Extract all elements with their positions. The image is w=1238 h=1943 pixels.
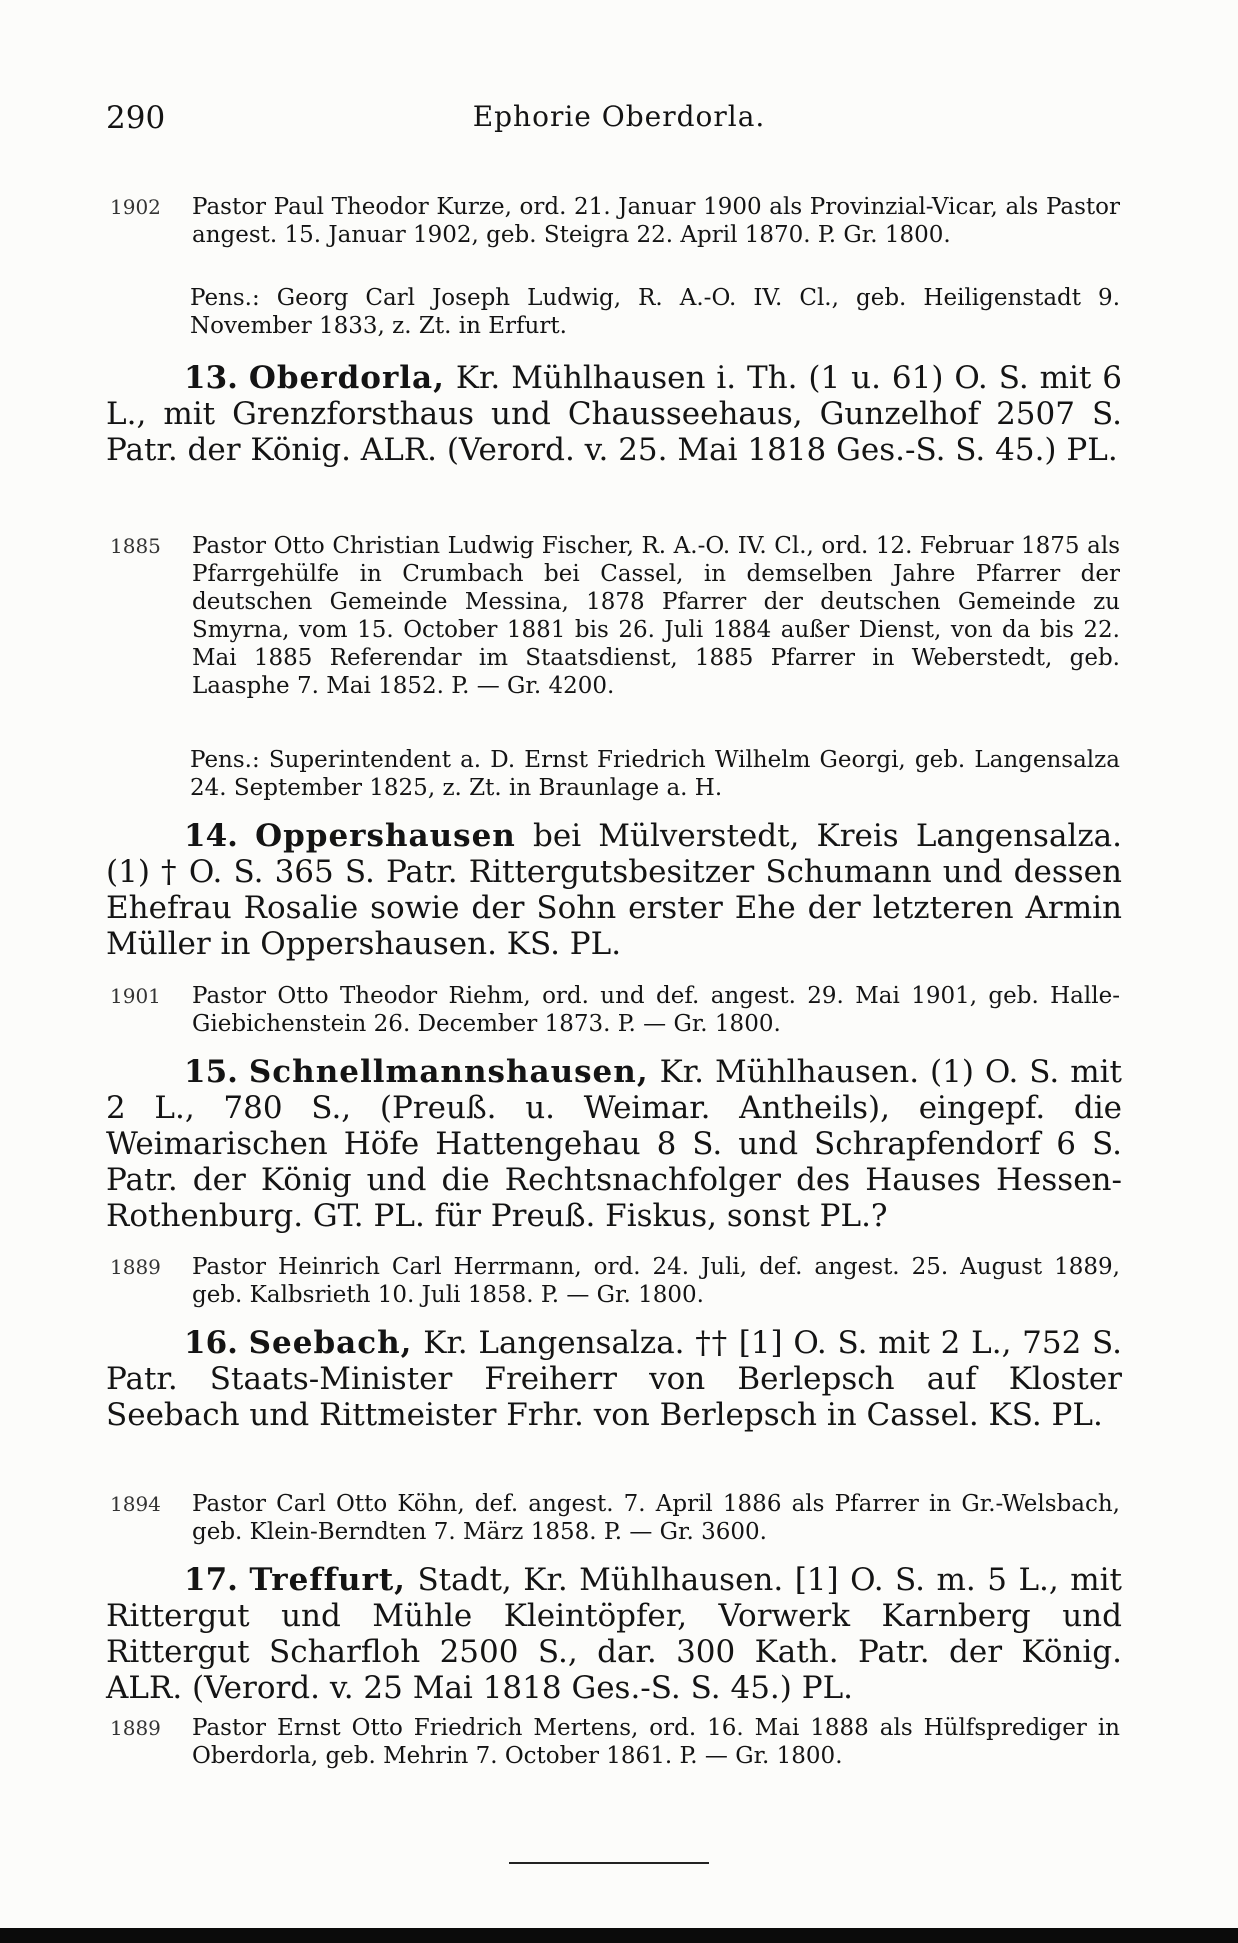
parish-number: 14.: [184, 818, 238, 854]
parish-heading-16: [106, 1325, 1122, 1433]
entry-text: Pastor Heinrich Carl Herrmann, ord. 24. Juli, def. angest. 25. August 1889, geb. Kalbsrieth 10. Juli 1858. P. — Gr. 1800.: [192, 1254, 1120, 1308]
pensioner-note: Pens.: Georg Carl Joseph Ludwig, R. A.-O. IV. Cl., geb. Heiligenstadt 9. November 1833, z. Zt. in Erfurt.: [190, 285, 1120, 339]
parish-number: 15.: [184, 1054, 238, 1090]
parish-description: Kr. Mühlhausen. (1) O. S. mit 2 L., 780 S., (Preuß. u. Weimar. Antheils), eingepf. die Weimarischen Höfe Hattengehau 8 S. und Schrapfendorf 6 S. Patr. der König und die Rechtsnachfolger des Hauses Hessen-Rothenburg. GT. PL. für Preuß. Fiskus, sonst PL.?: [106, 1054, 1123, 1234]
entry-year: 1901: [110, 984, 161, 1008]
pastor-entry: [110, 1714, 1120, 1770]
parish-heading-14: [106, 818, 1122, 962]
entry-text: Pastor Otto Theodor Riehm, ord. und def. angest. 29. Mai 1901, geb. Halle-Giebichenstein 26. December 1873. P. — Gr. 1800.: [192, 983, 1120, 1037]
pensioner-note: Pens.: Superintendent a. D. Ernst Friedrich Wilhelm Georgi, geb. Langensalza 24. September 1825, z. Zt. in Braunlage a. H.: [190, 747, 1120, 801]
parish-name: Seebach,: [248, 1325, 413, 1361]
entry-text: Pastor Otto Christian Ludwig Fischer, R. A.-O. IV. Cl., ord. 12. Februar 1875 als Pfarrgehülfe in Crumbach bei Cassel, in demselben Jahre Pfarrer der deutschen Gemeinde Messina, 1878 Pfarrer der deutschen Gemeinde zu Smyrna, vom 15. October 1881 bis 26. Juli 1884 außer Dienst, von da bis 22. Mai 1885 Referendar im Staatsdienst, 1885 Pfarrer in Weberstedt, geb. Laasphe 7. Mai 1852. P. — Gr. 4200.: [192, 533, 1120, 699]
parish-name: Oberdorla,: [248, 360, 445, 396]
parish-number: 13.: [184, 360, 238, 396]
pastor-entry: [110, 982, 1120, 1038]
entry-year: 1889: [110, 1255, 161, 1279]
entry-text: Pastor Paul Theodor Kurze, ord. 21. Januar 1900 als Provinzial-Vicar, als Pastor angest. 15. Januar 1902, geb. Steigra 22. April 1870. P. Gr. 1800.: [192, 194, 1120, 248]
pastor-entry: [110, 1253, 1120, 1309]
parish-heading-17: [106, 1562, 1122, 1706]
parish-description: Kr. Mühlhausen i. Th. (1 u. 61) O. S. mit 6 L., mit Grenzforsthaus und Chausseehaus, Gunzelhof 2507 S. Patr. der König. ALR. (Verord. v. 25. Mai 1818 Ges.-S. S. 45.) PL.: [106, 360, 1123, 468]
running-title: Ephorie Oberdorla.: [472, 100, 766, 133]
entry-year: 1894: [110, 1492, 161, 1516]
parish-description: Kr. Langensalza. †† [1] O. S. mit 2 L., 752 S. Patr. Staats-Minister Freiherr von Berlepsch auf Kloster Seebach und Rittmeister Frhr. von Berlepsch in Cassel. KS. PL.: [106, 1325, 1123, 1433]
parish-number: 17.: [184, 1562, 238, 1598]
entry-year: 1902: [110, 195, 161, 219]
parish-name: Schnellmannshausen,: [248, 1054, 649, 1090]
closing-rule: [509, 1862, 709, 1864]
parish-name: Oppershausen: [255, 818, 516, 854]
pastor-entry: [110, 193, 1120, 249]
page-number: 290: [106, 100, 166, 136]
entry-text: Pastor Ernst Otto Friedrich Mertens, ord. 16. Mai 1888 als Hülfsprediger in Oberdorla, geb. Mehrin 7. October 1861. P. — Gr. 1800.: [192, 1715, 1120, 1769]
entry-text: Pastor Carl Otto Köhn, def. angest. 7. April 1886 als Pfarrer in Gr.-Welsbach, geb. Klein-Berndten 7. März 1858. P. — Gr. 3600.: [192, 1491, 1120, 1545]
scan-border: [0, 1928, 1238, 1943]
entry-year: 1889: [110, 1716, 161, 1740]
parish-number: 16.: [184, 1325, 238, 1361]
pastor-entry: [110, 1490, 1120, 1546]
parish-description: bei Mülverstedt, Kreis Langensalza. (1) † O. S. 365 S. Patr. Rittergutsbesitzer Schumann und dessen Ehefrau Rosalie sowie der Sohn erster Ehe der letzteren Armin Müller in Oppershausen. KS. PL.: [106, 818, 1123, 962]
parish-heading-15: [106, 1054, 1122, 1234]
pastor-entry: [110, 532, 1120, 700]
parish-heading-13: [106, 360, 1122, 468]
parish-description: Stadt, Kr. Mühlhausen. [1] O. S. m. 5 L., mit Rittergut und Mühle Kleintöpfer, Vorwerk Karnberg und Rittergut Scharfloh 2500 S., dar. 300 Kath. Patr. der König. ALR. (Verord. v. 25 Mai 1818 Ges.-S. S. 45.) PL.: [106, 1562, 1122, 1706]
page-header: [106, 100, 1132, 144]
parish-name: Treffurt,: [249, 1562, 406, 1598]
entry-year: 1885: [110, 534, 161, 558]
